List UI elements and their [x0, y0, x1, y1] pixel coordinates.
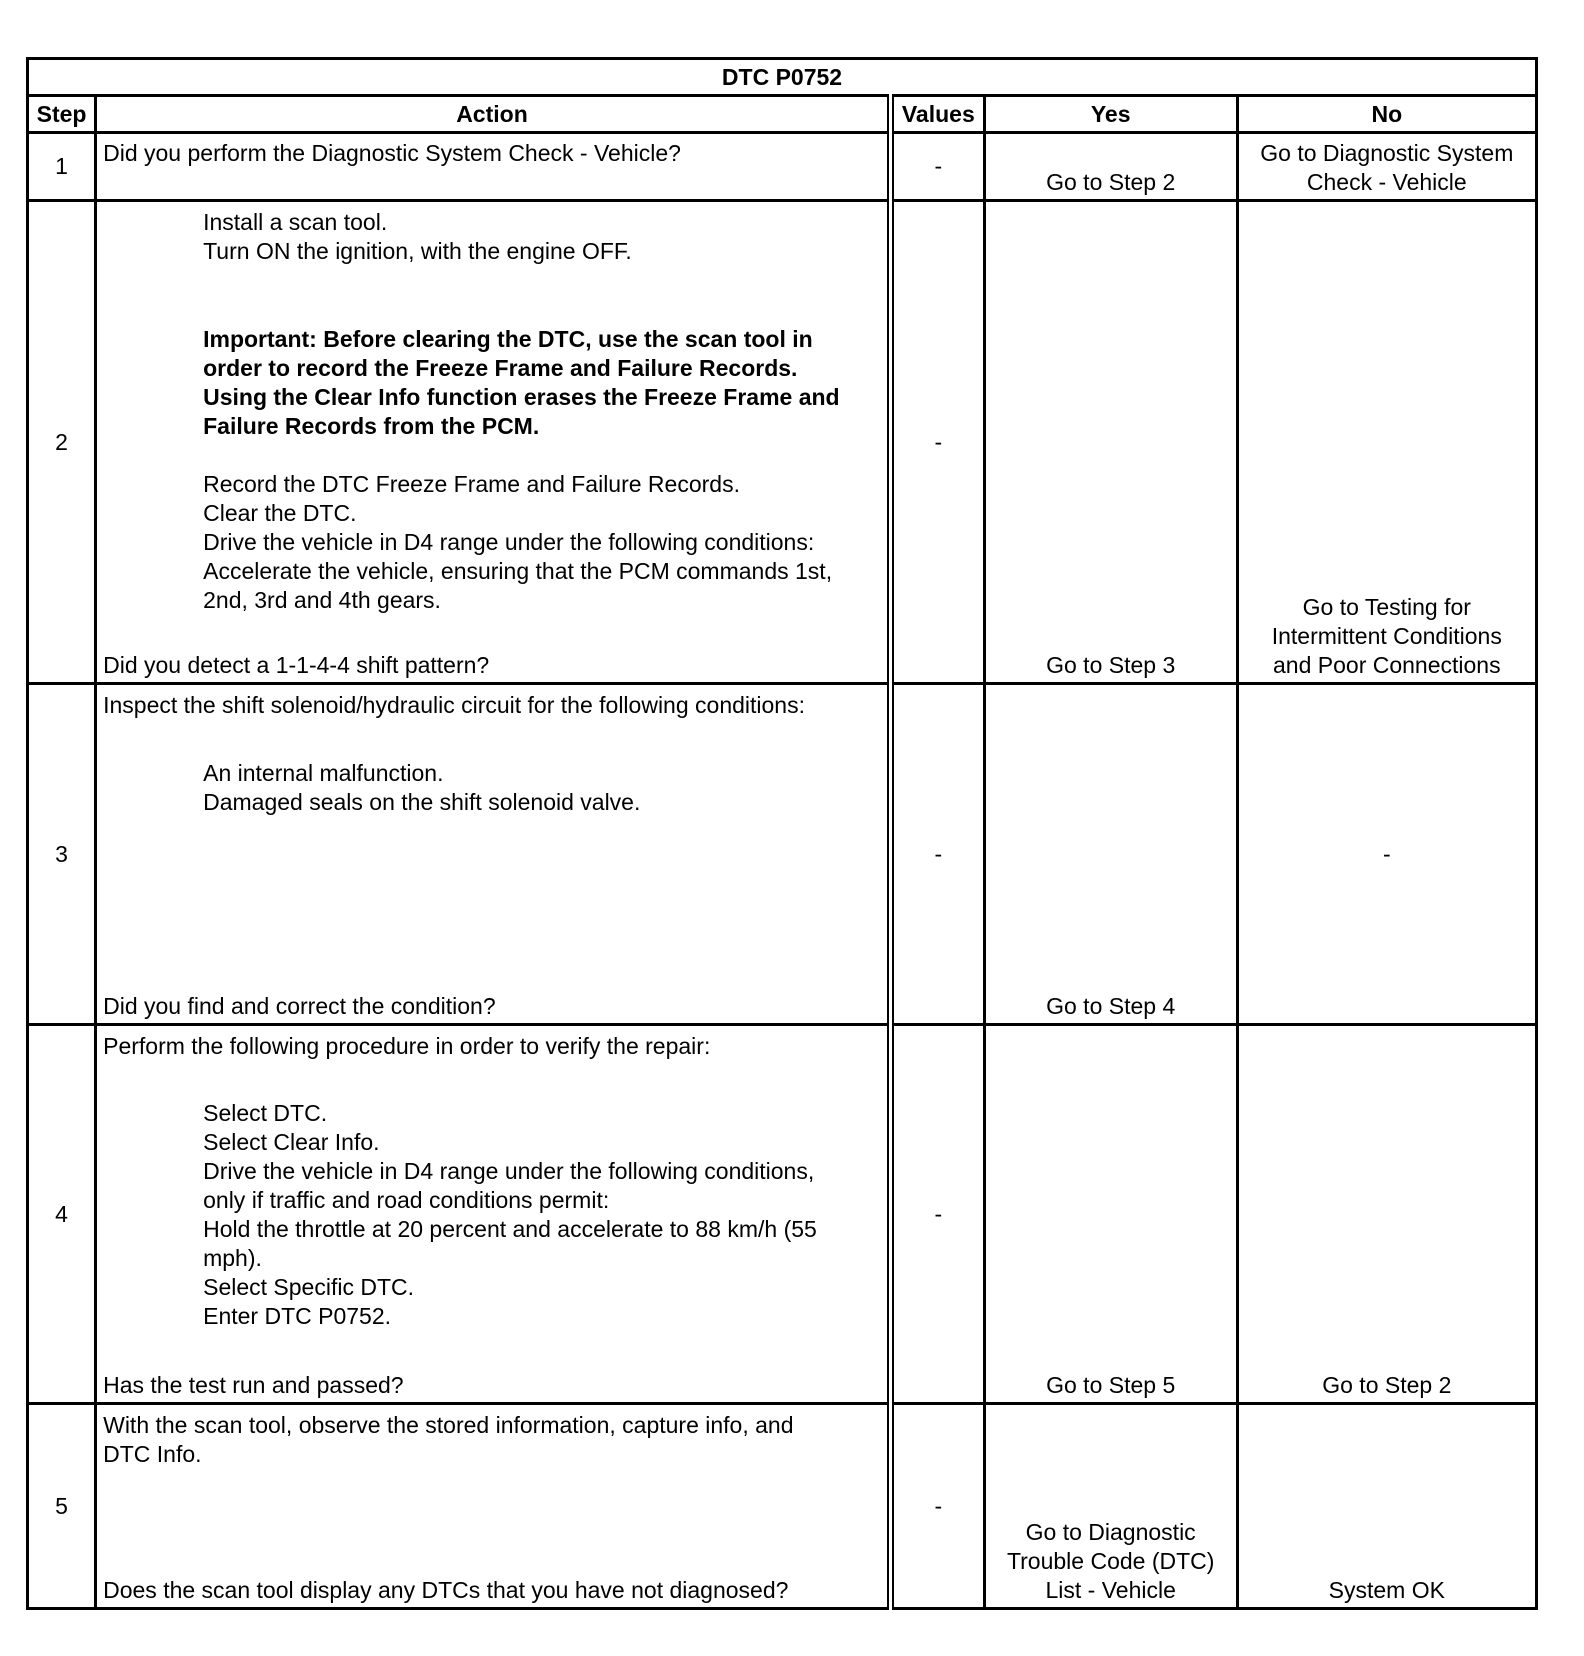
procedure-item: Select Specific DTC. — [203, 1274, 415, 1300]
header-action: Action — [96, 96, 891, 133]
dtc-table — [26, 57, 1538, 1610]
action-question: Has the test run and passed? — [103, 1372, 404, 1398]
yes-line: Go to Diagnostic — [1025, 1519, 1196, 1545]
yes-cell — [984, 1404, 1237, 1609]
action-intro: Perform the following procedure in order to verify the repair: — [103, 1033, 711, 1059]
action-body — [103, 208, 881, 615]
action-cell — [96, 684, 891, 1025]
procedure-item: Drive the vehicle in D4 range under the following conditions: — [203, 529, 815, 555]
procedure-item: Install a scan tool. — [203, 209, 388, 235]
procedure-list — [103, 470, 881, 615]
action-body — [103, 1411, 881, 1469]
no-line: Go to Testing for — [1302, 594, 1471, 620]
action-cell — [96, 201, 891, 684]
no-cell — [1237, 201, 1536, 684]
procedure-item: Drive the vehicle in D4 range under the following conditions, — [203, 1158, 815, 1184]
procedure-item: mph). — [203, 1245, 262, 1271]
action-question: Does the scan tool display any DTCs that you have not diagnosed? — [103, 1577, 789, 1603]
yes-cell: Go to Step 4 — [984, 684, 1237, 1025]
action-cell — [96, 133, 891, 201]
header-no: No — [1237, 96, 1536, 133]
value-cell: - — [890, 1404, 984, 1609]
no-cell — [1237, 133, 1536, 201]
condition-item: Damaged seals on the shift solenoid valve. — [203, 789, 641, 815]
value-cell: - — [890, 133, 984, 201]
procedure-item: 2nd, 3rd and 4th gears. — [203, 587, 441, 613]
yes-line: List - Vehicle — [1045, 1577, 1176, 1603]
procedure-item: Turn ON the ignition, with the engine OFF. — [203, 238, 632, 264]
table-row — [28, 1404, 1537, 1609]
table-row — [28, 684, 1537, 1025]
procedure-item: Clear the DTC. — [203, 500, 357, 526]
important-line: Failure Records from the PCM. — [203, 413, 540, 439]
table-row — [28, 1025, 1537, 1404]
yes-line: Trouble Code (DTC) — [1006, 1548, 1215, 1574]
important-note — [103, 325, 881, 441]
value-cell: - — [890, 201, 984, 684]
step-number: 1 — [28, 133, 96, 201]
action-cell — [96, 1025, 891, 1404]
yes-cell: Go to Step 3 — [984, 201, 1237, 684]
procedure-item: Hold the throttle at 20 percent and accelerate to 88 km/h (55 — [203, 1216, 817, 1242]
step-number: 5 — [28, 1404, 96, 1609]
procedure-item: Accelerate the vehicle, ensuring that the PCM commands 1st, — [203, 558, 833, 584]
condition-list — [103, 759, 881, 817]
header-yes: Yes — [984, 96, 1237, 133]
no-cell: - — [1237, 684, 1536, 1025]
header-values: Values — [890, 96, 984, 133]
table-title: DTC P0752 — [28, 59, 1537, 96]
yes-cell: Go to Step 5 — [984, 1025, 1237, 1404]
procedure-item: Select Clear Info. — [203, 1129, 380, 1155]
procedure-item: Select DTC. — [203, 1100, 328, 1126]
important-line: Important: Before clearing the DTC, use the scan tool in — [203, 326, 813, 352]
action-question: Did you find and correct the condition? — [103, 993, 496, 1019]
action-intro: Inspect the shift solenoid/hydraulic circuit for the following conditions: — [103, 692, 805, 718]
important-line: Using the Clear Info function erases the Freeze Frame and — [203, 384, 840, 410]
no-line: Intermittent Conditions — [1271, 623, 1502, 649]
procedure-list — [103, 208, 881, 266]
action-intro: With the scan tool, observe the stored information, capture info, and — [103, 1412, 794, 1438]
no-line: Go to Diagnostic System — [1260, 140, 1514, 166]
no-cell: System OK — [1237, 1404, 1536, 1609]
procedure-list — [103, 1099, 881, 1331]
action-body — [103, 691, 881, 817]
no-line: and Poor Connections — [1273, 652, 1501, 678]
step-number: 2 — [28, 201, 96, 684]
important-line: order to record the Freeze Frame and Failure Records. — [203, 355, 798, 381]
action-cell — [96, 1404, 891, 1609]
condition-item: An internal malfunction. — [203, 760, 444, 786]
yes-cell: Go to Step 2 — [984, 133, 1237, 201]
header-step: Step — [28, 96, 96, 133]
no-cell: Go to Step 2 — [1237, 1025, 1536, 1404]
procedure-item: only if traffic and road conditions permit: — [203, 1187, 610, 1213]
step-number: 4 — [28, 1025, 96, 1404]
table-row — [28, 133, 1537, 201]
value-cell: - — [890, 684, 984, 1025]
action-question: Did you perform the Diagnostic System Check - Vehicle? — [103, 140, 681, 166]
value-cell: - — [890, 1025, 984, 1404]
action-body — [103, 1032, 881, 1331]
table-row — [28, 201, 1537, 684]
header-row — [28, 96, 1537, 133]
no-line: Check - Vehicle — [1306, 169, 1467, 195]
action-question: Did you detect a 1-1-4-4 shift pattern? — [103, 652, 490, 678]
procedure-item: Record the DTC Freeze Frame and Failure Records. — [203, 471, 740, 497]
procedure-item: Enter DTC P0752. — [203, 1303, 392, 1329]
action-intro: DTC Info. — [103, 1441, 202, 1467]
step-number: 3 — [28, 684, 96, 1025]
